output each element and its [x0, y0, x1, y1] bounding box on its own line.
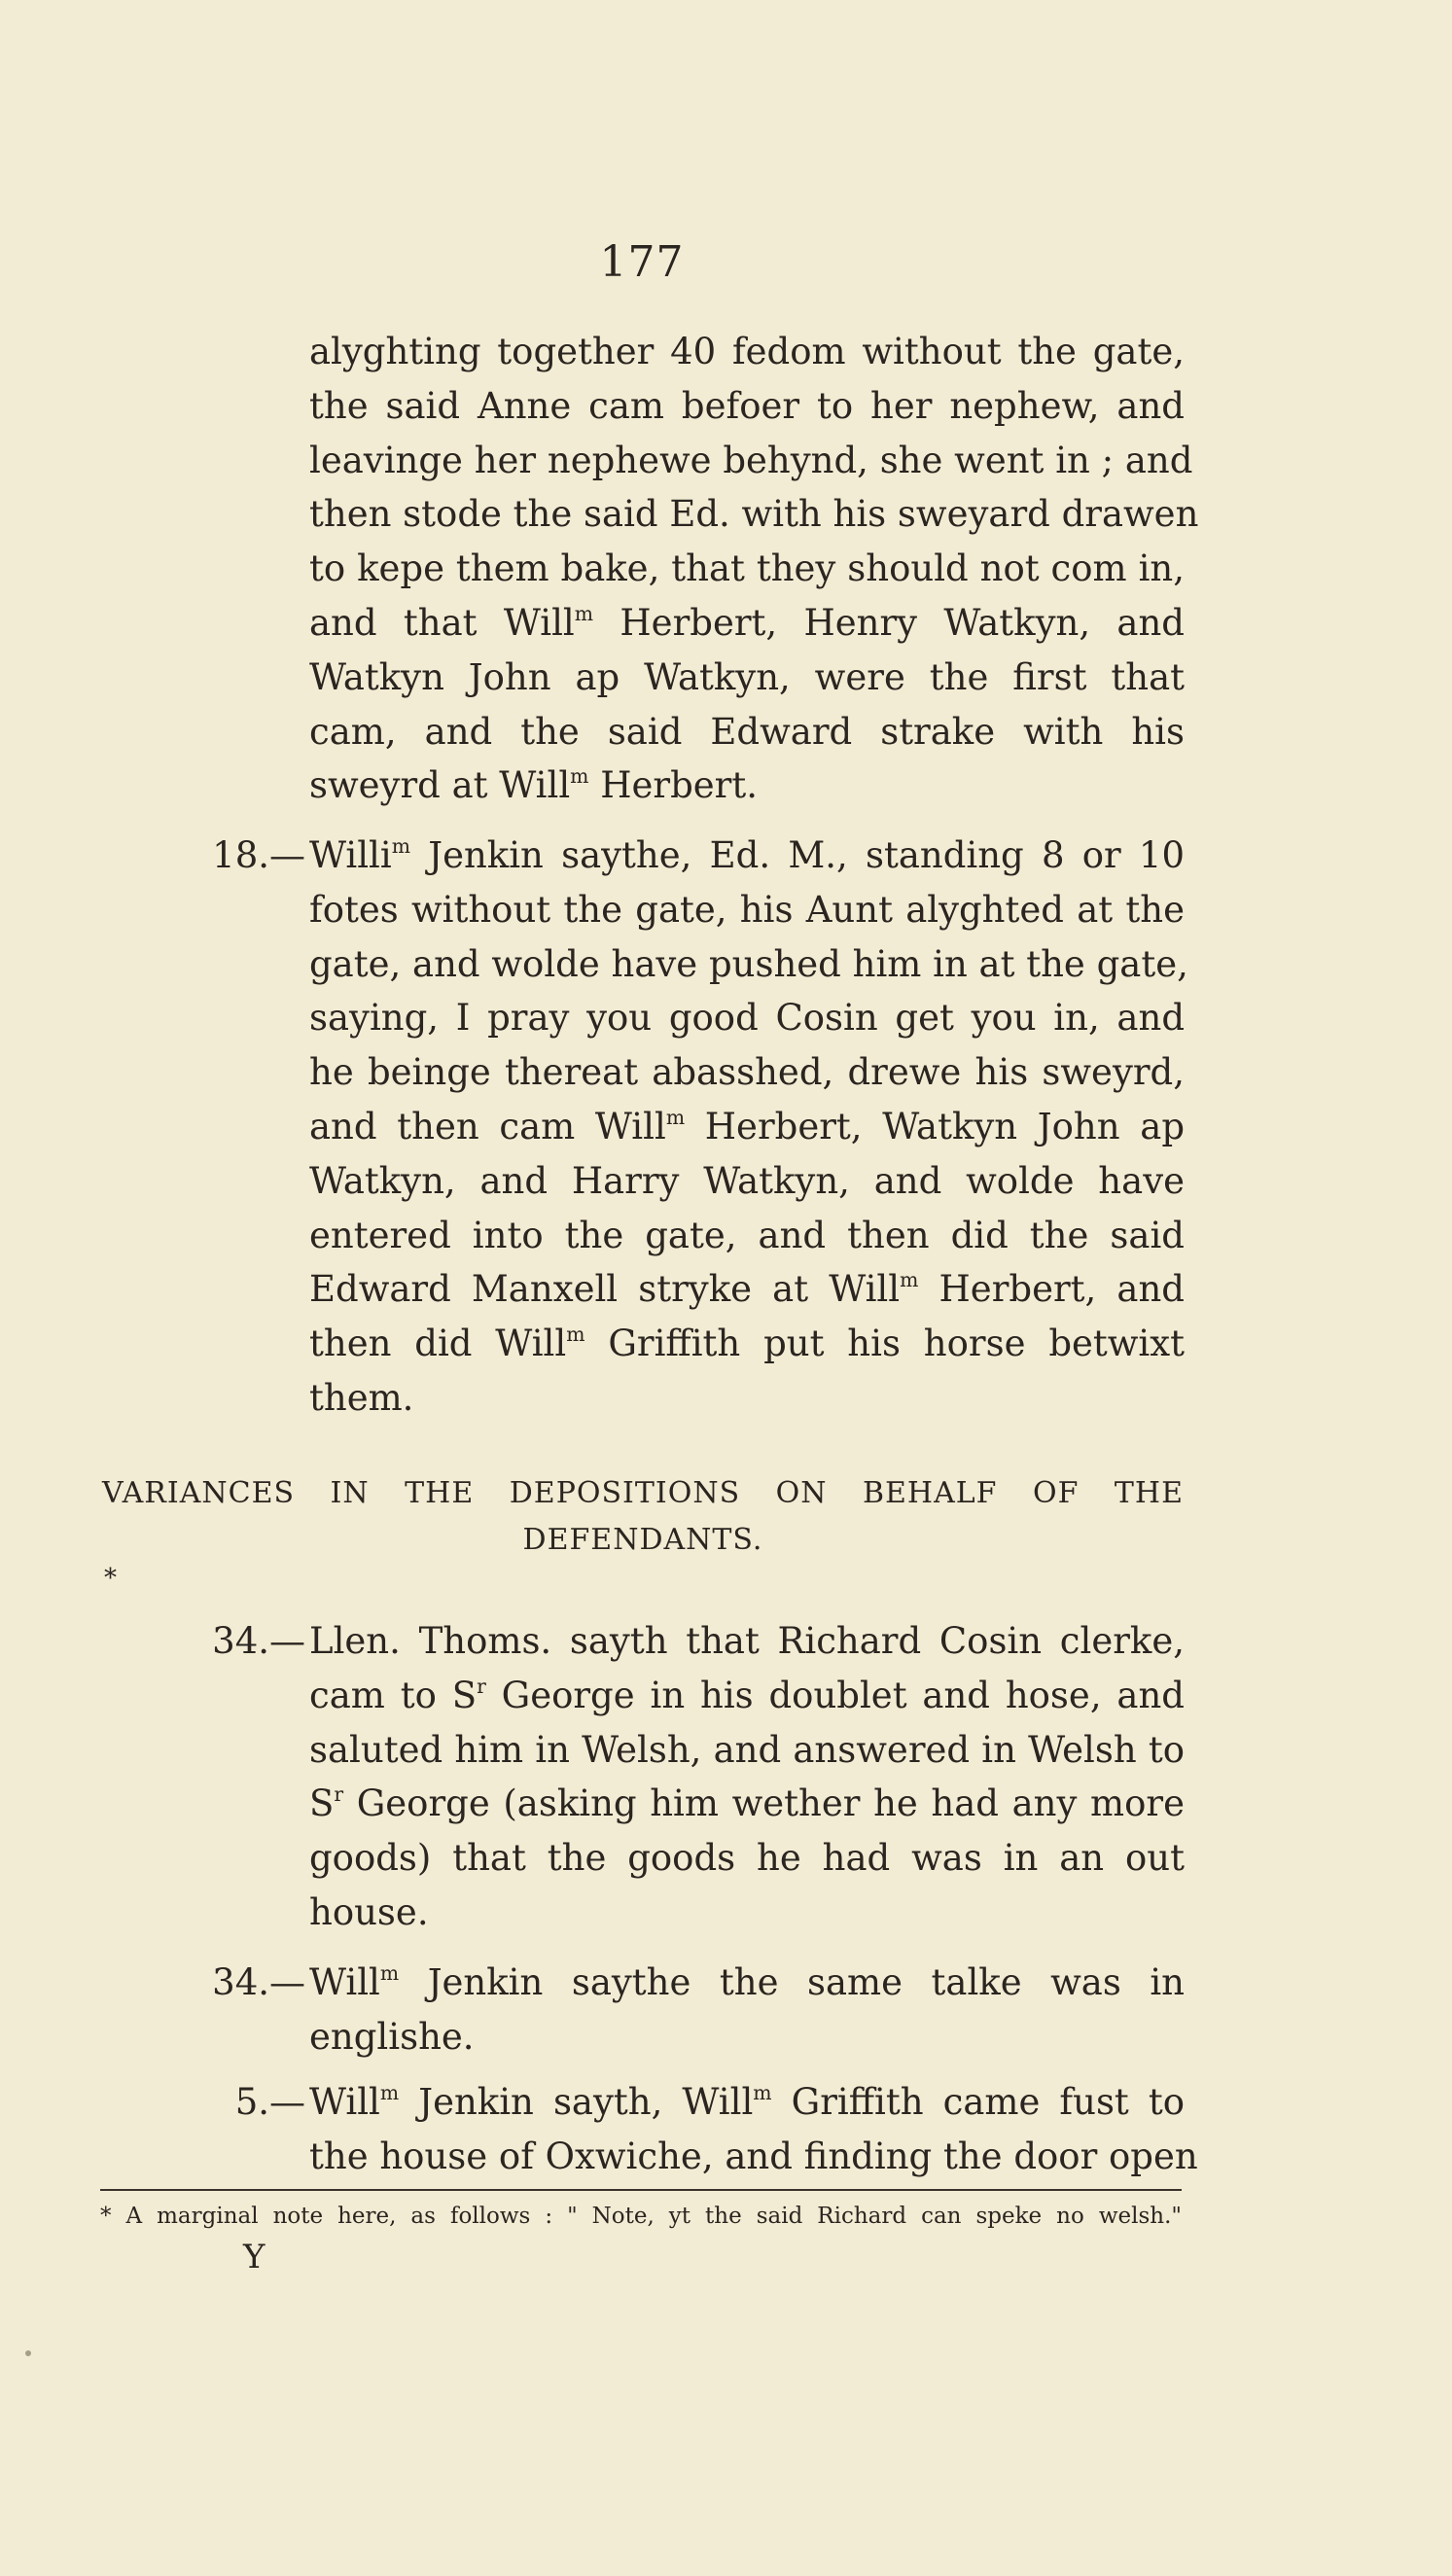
heading-line-1: VARIANCES IN THE DEPOSITIONS ON BEHALF OF THE — [102, 1476, 1184, 1510]
text-line — [309, 1777, 1185, 1831]
paragraph-continued — [309, 325, 1199, 813]
superscript-abbrev: m — [900, 1268, 919, 1292]
text-line — [309, 1100, 1185, 1154]
superscript-abbrev: r — [334, 1782, 344, 1807]
text-line — [309, 1669, 1185, 1723]
text-segment: Jenkin saythe, Ed. M., standing 8 or 10 — [410, 834, 1185, 876]
text-segment: Herbert, Henry Watkyn, and — [593, 601, 1185, 644]
text-segment: Herbert, Watkyn John ap — [685, 1105, 1186, 1147]
text-line: house. — [309, 1890, 429, 1933]
text-segment: Willi — [309, 834, 392, 876]
signature-mark: Y — [243, 2238, 266, 2276]
heading-line-2: DEFENDANTS. — [522, 1523, 763, 1557]
text-line — [309, 596, 1185, 651]
text-segment: Jenkin saythe the same talke was in — [399, 1961, 1185, 2003]
paragraph-5 — [234, 2075, 1198, 2184]
superscript-abbrev: m — [379, 1960, 400, 1985]
superscript-abbrev: m — [391, 833, 411, 858]
superscript-abbrev: m — [566, 1322, 585, 1346]
text-segment: Griffith came fust to — [771, 2081, 1186, 2123]
footnote-rule — [100, 2189, 1182, 2191]
text-segment: then did Will — [309, 1323, 567, 1365]
superscript-abbrev: m — [379, 2080, 400, 2104]
text-line: Watkyn John ap Watkyn, were the first that — [309, 655, 1185, 698]
superscript-abbrev: m — [753, 2080, 772, 2104]
superscript-abbrev: m — [665, 1105, 686, 1129]
text-segment: Herbert, and — [918, 1268, 1185, 1311]
superscript-abbrev: m — [574, 601, 594, 625]
text-line — [309, 1956, 1185, 2010]
text-segment: Herbert. — [588, 764, 758, 807]
text-line: goods) that the goods he had was in an out — [309, 1837, 1185, 1880]
section-heading — [102, 1470, 1184, 1564]
paragraph-34a — [212, 1614, 1185, 1940]
footnote: * A marginal note here, as follows : " Note, yt the said Richard can speke no welsh." — [100, 2204, 1182, 2229]
text-segment: Will — [309, 2081, 380, 2123]
text-segment: Will — [309, 1961, 380, 2003]
text-line: saying, I pray you good Cosin get you in, and — [309, 997, 1185, 1040]
text-line: them. — [309, 1376, 414, 1419]
text-segment: S — [309, 1782, 335, 1825]
text-segment: and that Will — [309, 601, 575, 644]
text-line: then stode the said Ed. with his sweyard drawen — [309, 493, 1199, 536]
text-line — [309, 829, 1185, 883]
paragraph-18 — [212, 829, 1188, 1426]
footnote-marker: * — [104, 1564, 117, 1593]
text-line: entered into the gate, and then did the said — [309, 1214, 1185, 1256]
superscript-abbrev: r — [477, 1674, 486, 1698]
text-segment: George in his doublet and hose, and — [485, 1674, 1185, 1716]
text-line: leavinge her nephewe behynd, she went in ; and — [309, 439, 1193, 481]
text-segment: sweyrd at Will — [309, 764, 571, 807]
text-line: gate, and wolde have pushed him in at the gate, — [309, 942, 1188, 985]
text-line: fotes without the gate, his Aunt alyghted at the — [309, 888, 1185, 931]
text-line — [309, 759, 1185, 813]
text-line: Llen. Thoms. sayth that Richard Cosin clerke, — [309, 1620, 1185, 1662]
paragraph-34b — [212, 1956, 1185, 2064]
paragraph-number: 5.— — [234, 2081, 305, 2123]
text-line: to kepe them bake, that they should not com in, — [309, 547, 1185, 590]
text-line: the said Anne cam befoer to her nephew, and — [309, 384, 1185, 427]
text-line: he beinge thereat abasshed, drewe his sweyrd, — [309, 1051, 1185, 1094]
text-line: alyghting together 40 fedom without the gate, — [309, 331, 1185, 372]
paper-speck — [25, 2350, 31, 2356]
text-segment: cam to S — [309, 1674, 478, 1716]
text-line — [309, 1262, 1185, 1317]
text-segment: and then cam Will — [309, 1105, 666, 1147]
text-line: saluted him in Welsh, and answered in Welsh to — [309, 1728, 1185, 1771]
text-segment: Griffith put his horse betwixt — [584, 1323, 1186, 1365]
text-segment: Jenkin sayth, Will — [399, 2081, 754, 2123]
paragraph-number: 18.— — [212, 834, 305, 876]
text-line: cam, and the said Edward strake with his — [309, 710, 1185, 753]
text-line — [309, 1317, 1185, 1371]
text-line: Watkyn, and Harry Watkyn, and wolde have — [309, 1159, 1185, 1202]
paragraph-number: 34.— — [212, 1620, 305, 1662]
text-segment: George (asking him wether he had any more — [343, 1782, 1185, 1825]
text-line: englishe. — [309, 2015, 475, 2058]
superscript-abbrev: m — [570, 764, 589, 789]
page-number: 177 — [599, 237, 685, 287]
paragraph-number: 34.— — [212, 1961, 305, 2003]
text-line: the house of Oxwiche, and finding the door open — [309, 2135, 1198, 2177]
text-segment: Edward Manxell stryke at Will — [309, 1268, 901, 1311]
text-line — [309, 2075, 1185, 2130]
